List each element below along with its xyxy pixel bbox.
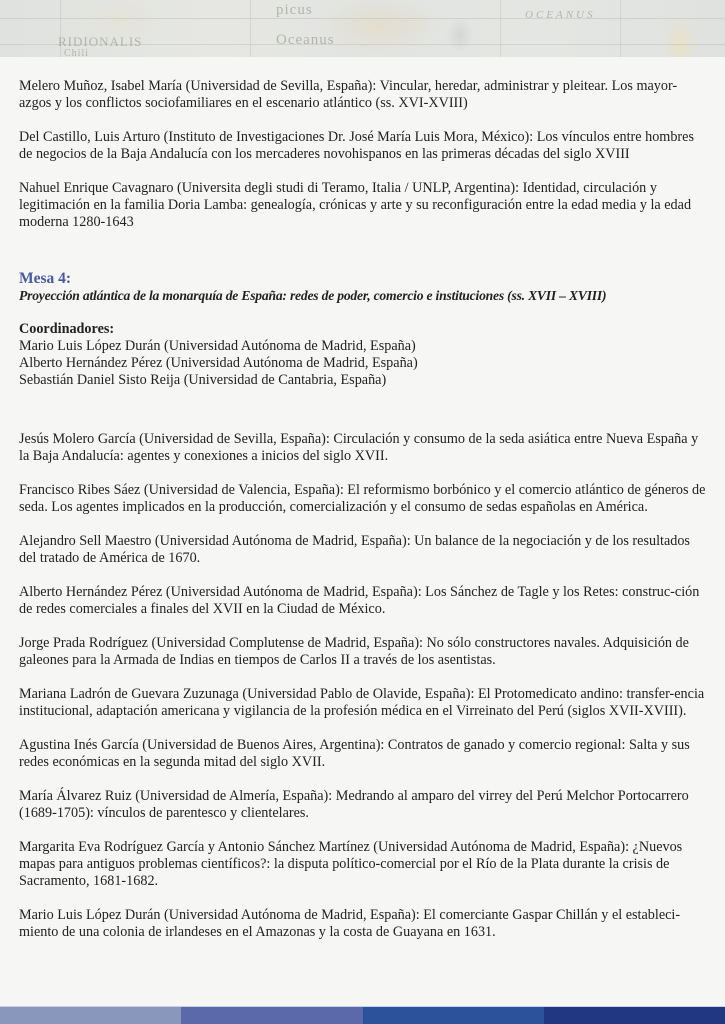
paper-entry xyxy=(19,533,709,567)
paper-entry-text: Mariana Ladrón de Guevara Zuzunaga (Universidad Pablo de Olavide, España): El Protomedicato andino: transfer-encia institucional, adaptación americana y vigilancia de la profesión médica en el Virreinato del Perú (siglos XVII-XVIII). xyxy=(19,686,705,719)
paper-entry xyxy=(19,839,709,890)
paper-entry xyxy=(19,180,709,231)
map-label: Chili xyxy=(64,48,90,57)
map-label: picus xyxy=(276,2,313,18)
paper-entry xyxy=(19,482,709,516)
map-label: Oceanus xyxy=(276,32,335,48)
footer-bar xyxy=(544,1007,725,1024)
coordinators-heading: Coordinadores: xyxy=(19,321,115,337)
map-gridline xyxy=(250,0,251,57)
section-spacer xyxy=(19,248,709,270)
map-label: RIDIONALIS xyxy=(58,34,143,49)
paper-entry-text: Melero Muñoz, Isabel María (Universidad de Sevilla, España): Vincular, heredar, administrar y pleitear. Los mayor-azgos y los conflictos sociofamiliares en el escenario atlántico (ss. XVI-XVIII) xyxy=(19,78,678,111)
paper-entry-text: Nahuel Enrique Cavagnaro (Universita degli studi di Teramo, Italia / UNLP, Argentina): Identidad, circulación y legitimación en la familia Doria Lamba: genealogía, crónicas y arte y su reconfiguración entre la edad media y la edad moderna 1280-1643 xyxy=(19,180,692,230)
paper-entry xyxy=(19,78,709,112)
paper-entry-text: Mario Luis López Durán (Universidad Autónoma de Madrid, España): El comerciante Gaspar Chillán y el estableci-miento de una colonia de irlandeses en el Amazonas y la costa de Guayana en 1631. xyxy=(19,907,681,940)
paper-entry xyxy=(19,129,709,163)
paper-entry-text: Alejandro Sell Maestro (Universidad Autónoma de Madrid, España): Un balance de la negociación y de los resultados del tratado de América de 1670. xyxy=(19,533,690,566)
coordinators-block xyxy=(19,321,709,389)
paper-entry xyxy=(19,686,709,720)
map-gridline xyxy=(500,0,501,57)
paper-entry-text: Alberto Hernández Pérez (Universidad Autónoma de Madrid, España): Los Sánchez de Tagle y los Retes: construc-ción de redes comerciales a finales del XVII en la Ciudad de México. xyxy=(19,584,700,617)
paper-entry-text: Del Castillo, Luis Arturo (Instituto de Investigaciones Dr. José María Luis Mora, México): Los vínculos entre hombres de negocios de la Baja Andalucía con los mercaderes novohispanos en las primeras décadas del siglo XVIII xyxy=(19,129,694,162)
paper-entry xyxy=(19,737,709,771)
paper-entry xyxy=(19,788,709,822)
mesa-title: Mesa 4: xyxy=(19,270,72,287)
mesa-subtitle: Proyección atlántica de la monarquía de España: redes de poder, comercio e instituciones (ss. XVII – XVIII) xyxy=(19,288,607,303)
coordinator-item: Alberto Hernández Pérez (Universidad Autónoma de Madrid, España) xyxy=(19,355,418,371)
paper-entry xyxy=(19,635,709,669)
coordinator-item: Sebastián Daniel Sisto Reija (Universidad de Cantabria, España) xyxy=(19,372,387,388)
document-body xyxy=(19,78,709,958)
paper-entry-text: Jesús Molero García (Universidad de Sevilla, España): Circulación y consumo de la seda asiática entre Nueva España y la Baja Andalucía: agentes y conexiones a inicios del siglo XVII. xyxy=(19,431,699,464)
footer-bar xyxy=(363,1007,544,1024)
coordinator-item: Mario Luis López Durán (Universidad Autónoma de Madrid, España) xyxy=(19,338,416,354)
footer-color-bars xyxy=(0,1006,725,1024)
paper-entry-text: María Álvarez Ruiz (Universidad de Almería, España): Medrando al amparo del virrey del Perú Melchor Portocarrero (1689-1705): vínculos de parentesco y clientelares. xyxy=(19,788,689,821)
paper-entry-text: Francisco Ribes Sáez (Universidad de Valencia, España): El reformismo borbónico y el comercio atlántico de géneros de seda. Los agentes implicados en la producción, comercialización y el consumo de sedas españolas en América. xyxy=(19,482,706,515)
footer-bar xyxy=(181,1007,362,1024)
header-map-banner xyxy=(0,0,725,57)
map-gridline xyxy=(620,0,621,57)
footer-bar xyxy=(0,1007,181,1024)
paper-entry xyxy=(19,907,709,941)
mesa-section xyxy=(19,270,709,941)
paper-entry-text: Margarita Eva Rodríguez García y Antonio Sánchez Martínez (Universidad Autónoma de Madrid, España): ¿Nuevos mapas para antiguos problemas científicos?: la disputa político-comercial por el Río de la Plata durante la crisis de Sacramento, 1681-1682. xyxy=(19,839,683,889)
map-gridline xyxy=(0,18,725,19)
paper-entry-text: Agustina Inés García (Universidad de Buenos Aires, Argentina): Contratos de ganado y comercio regional: Salta y sus redes económicas en la segunda mitad del siglo XVII. xyxy=(19,737,690,770)
map-label: OCEANUS xyxy=(525,9,596,21)
paper-entry xyxy=(19,431,709,465)
paper-entry-text: Jorge Prada Rodríguez (Universidad Complutense de Madrid, España): No sólo constructores navales. Adquisición de galeones para la Armada de Indias en tiempos de Carlos II a través de los asentistas. xyxy=(19,635,689,668)
paper-entry xyxy=(19,584,709,618)
